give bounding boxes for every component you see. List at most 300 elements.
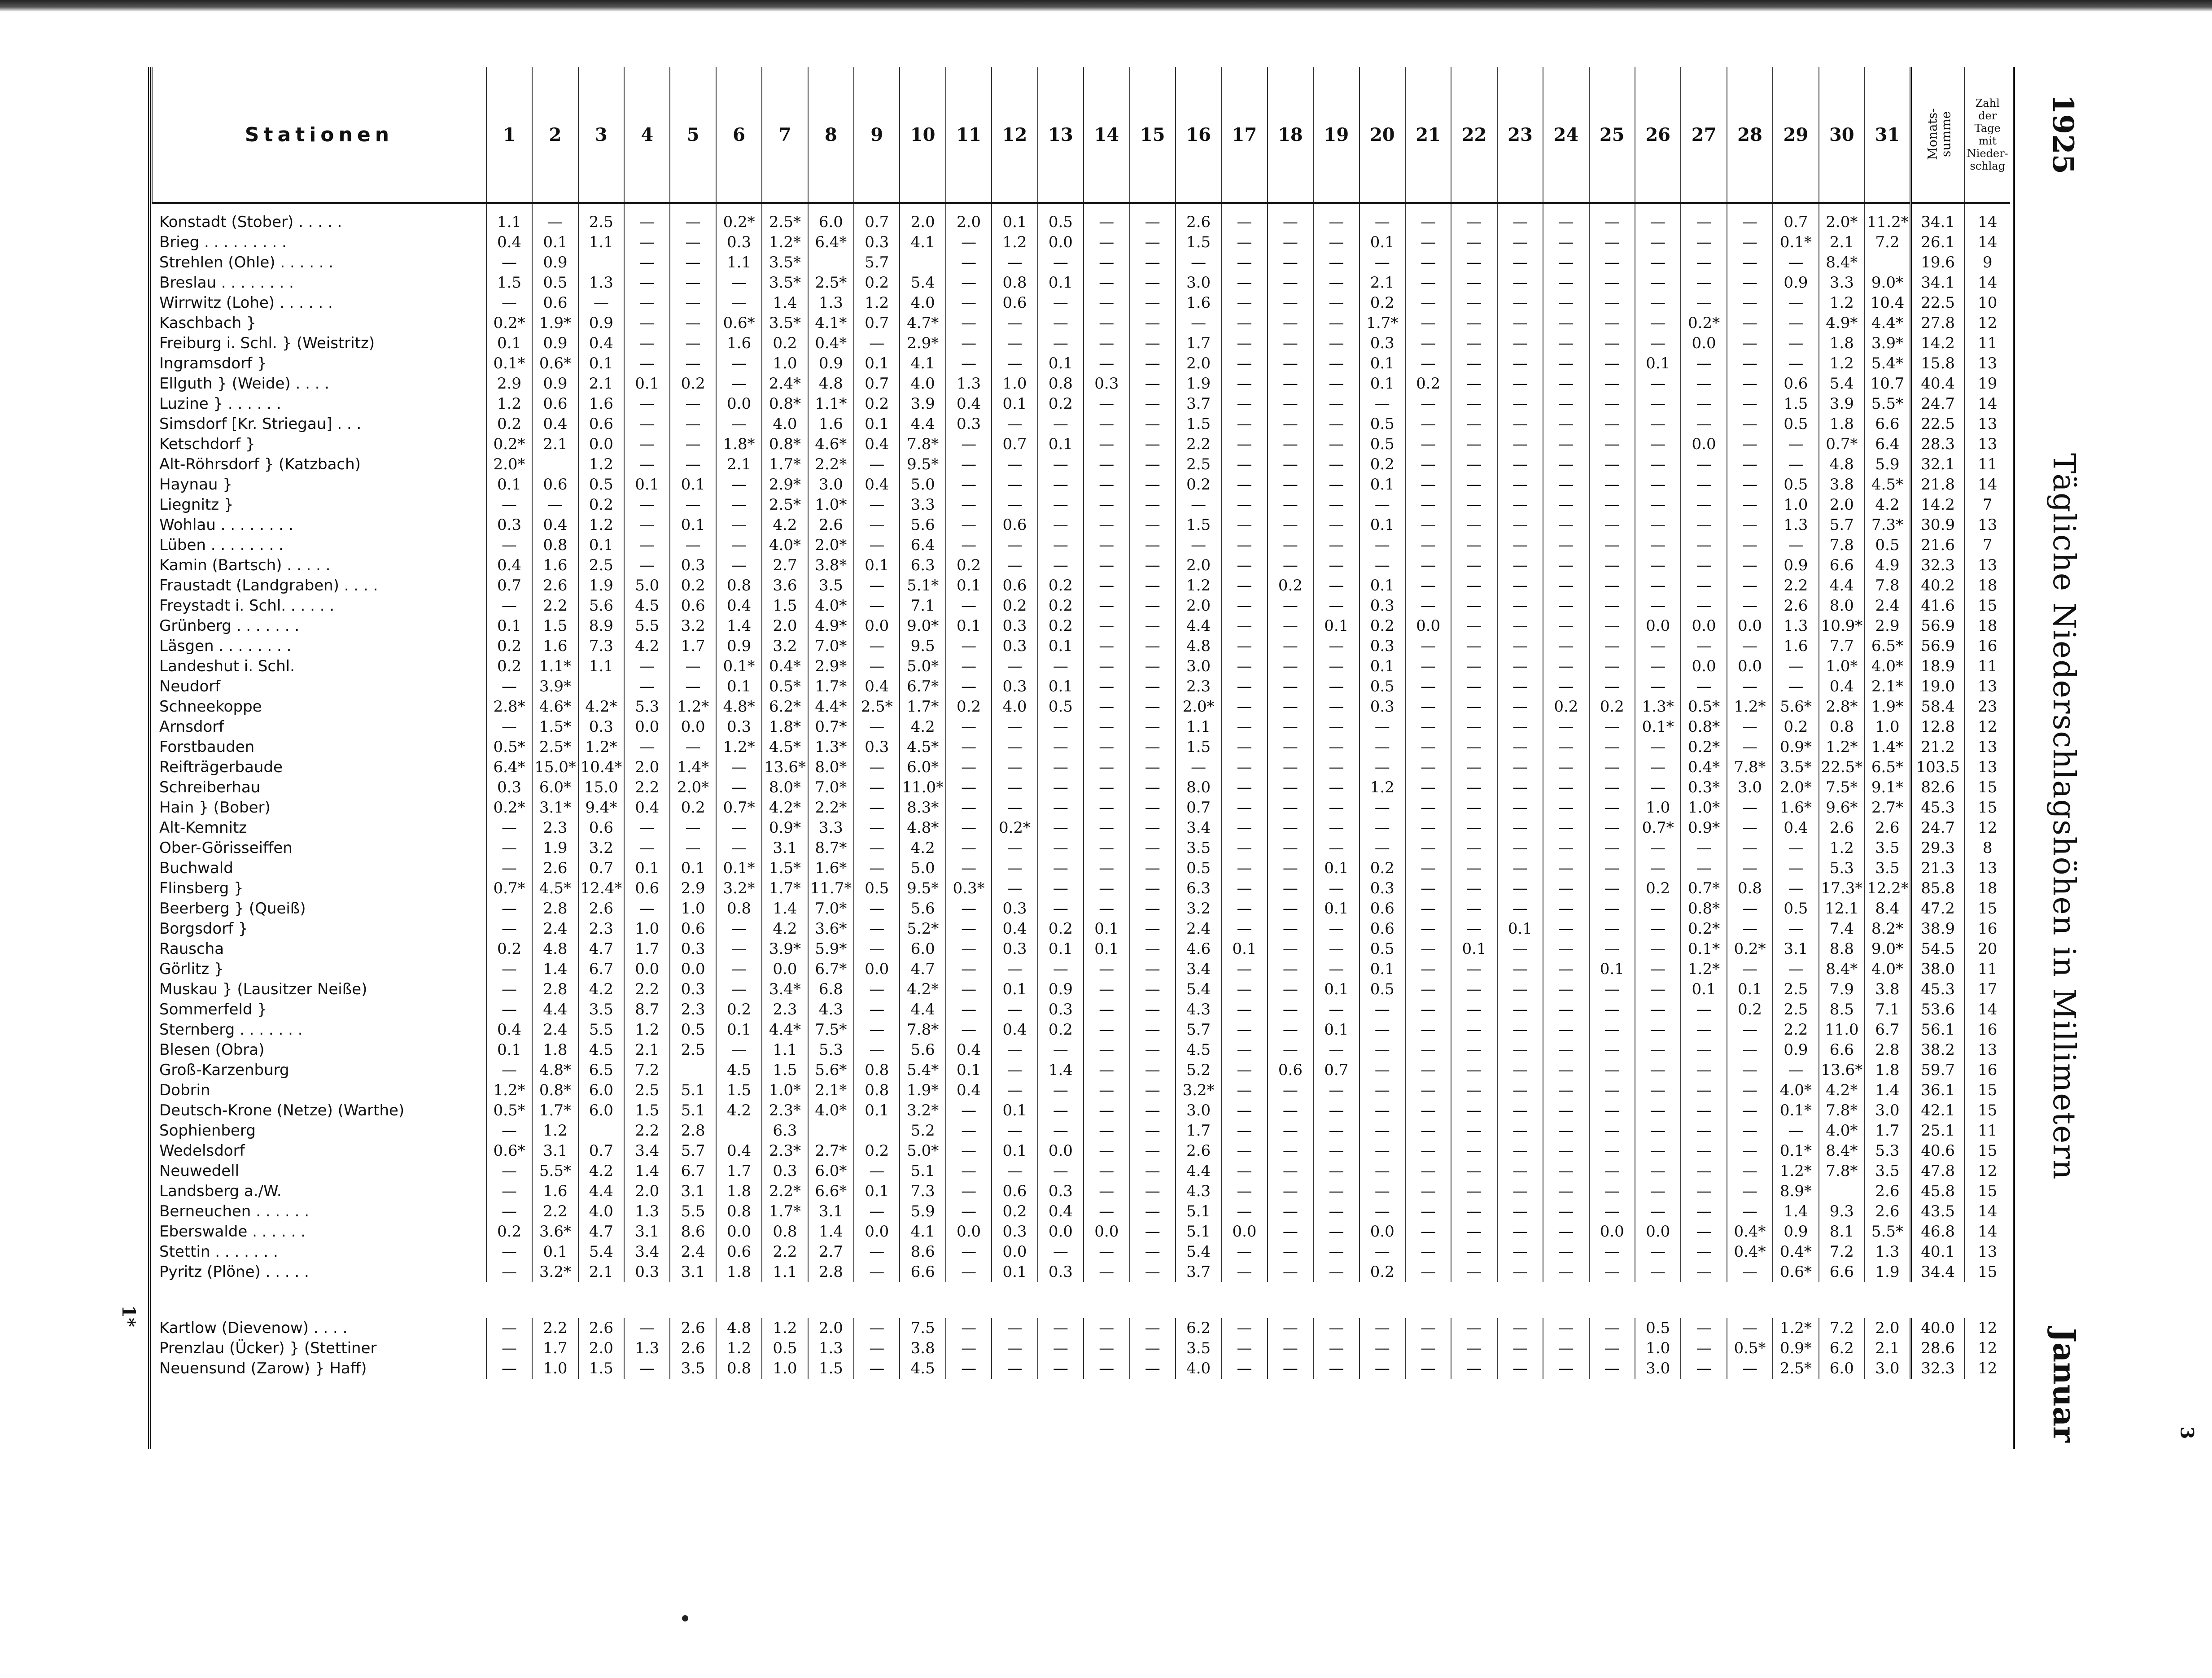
day-value: 0.1*	[486, 354, 532, 374]
day-value: —	[1084, 616, 1129, 636]
day-value: 4.9*	[1819, 313, 1865, 333]
day-value: 1.8*	[716, 434, 762, 454]
precip-days-count: 18	[1964, 616, 2010, 636]
day-value: 0.5*	[486, 737, 532, 757]
day-value: —	[1038, 253, 1084, 273]
day-value: 6.5	[578, 1060, 624, 1080]
day-value: —	[1268, 919, 1313, 939]
day-value: 0.2	[946, 555, 992, 576]
day-value: —	[1635, 636, 1681, 656]
day-value: 8.0*	[762, 778, 808, 798]
monthly-sum: 56.1	[1910, 1020, 1964, 1040]
day-value: 2.8	[670, 1121, 716, 1141]
day-value: 0.5*	[486, 1101, 532, 1121]
day-value: 0.2	[762, 333, 808, 354]
day-value: 4.6*	[808, 434, 854, 454]
day-value: 8.8	[1819, 939, 1865, 959]
day-value: 5.6*	[1773, 697, 1819, 717]
day-value: —	[1038, 717, 1084, 737]
day-value: —	[1221, 1318, 1267, 1338]
monthly-sum: 40.4	[1910, 374, 1964, 394]
day-value: —	[1313, 354, 1359, 374]
day-value: 0.4*	[1681, 757, 1727, 778]
table-row	[152, 1060, 2010, 1080]
day-value: —	[992, 959, 1037, 979]
day-value: —	[1313, 495, 1359, 515]
day-value: 2.0	[1865, 1318, 1910, 1338]
day-value: —	[946, 677, 992, 697]
day-value: 1.2	[532, 1121, 578, 1141]
day-value: —	[1497, 1080, 1543, 1101]
day-value: —	[1130, 1202, 1176, 1222]
day-value: —	[1268, 717, 1313, 737]
day-value: 6.3	[762, 1121, 808, 1141]
day-value: 0.2	[1268, 576, 1313, 596]
day-value: —	[1038, 414, 1084, 434]
day-value: 3.4	[624, 1141, 670, 1161]
day-value: —	[1497, 616, 1543, 636]
day-value: 1.5	[1176, 737, 1221, 757]
day-value: 9.0*	[900, 616, 945, 636]
day-value: 0.4	[854, 677, 900, 697]
day-value: —	[1221, 354, 1267, 374]
day-value: —	[992, 354, 1037, 374]
day-value: —	[1635, 959, 1681, 979]
day-value: —	[1635, 737, 1681, 757]
day-value: —	[1543, 616, 1589, 636]
day-value: —	[1268, 1181, 1313, 1202]
day-value: —	[486, 1318, 532, 1338]
day-value: —	[1360, 1338, 1405, 1359]
day-value: 0.4	[1038, 1202, 1084, 1222]
day-value: —	[946, 1181, 992, 1202]
day-value: —	[854, 979, 900, 1000]
table-row	[152, 899, 2010, 919]
day-value: —	[1589, 1080, 1635, 1101]
day-value: 5.5*	[1865, 1222, 1910, 1242]
day-value: 0.2	[1176, 475, 1221, 495]
precip-days-count: 19	[1964, 374, 2010, 394]
day-value: —	[1635, 1161, 1681, 1181]
day-value: 0.8	[992, 273, 1037, 293]
day-value: —	[1084, 737, 1129, 757]
day-value: —	[946, 757, 992, 778]
day-value: —	[854, 1000, 900, 1020]
day-value: —	[1405, 414, 1451, 434]
day-value: 5.1	[900, 1161, 945, 1181]
day-value: —	[1084, 798, 1129, 818]
monthly-sum: 21.8	[1910, 475, 1964, 495]
day-value: 0.1	[532, 232, 578, 253]
day-value: 2.2	[532, 1318, 578, 1338]
day-value: 4.7*	[900, 313, 945, 333]
day-value: —	[1313, 475, 1359, 495]
day-value: —	[946, 293, 992, 313]
day-value: 1.7	[1176, 1121, 1221, 1141]
day-value: —	[1543, 313, 1589, 333]
day-value: —	[854, 333, 900, 354]
station-name: Strehlen (Ohle) . . . . . .	[159, 253, 334, 271]
day-value: —	[1130, 1359, 1176, 1379]
monthly-sum: 12.8	[1910, 717, 1964, 737]
day-value: 0.1	[1313, 858, 1359, 878]
day-value: 6.2	[1176, 1318, 1221, 1338]
day-value: —	[1084, 959, 1129, 979]
day-value: —	[1681, 1262, 1727, 1282]
day-value: —	[1221, 858, 1267, 878]
day-value: —	[1130, 253, 1176, 273]
day-value: 4.8	[532, 939, 578, 959]
day-value: —	[486, 293, 532, 313]
day-value: —	[1268, 394, 1313, 414]
day-value: —	[716, 818, 762, 838]
day-value: —	[1038, 495, 1084, 515]
day-value: 1.3*	[808, 737, 854, 757]
day-value: —	[1084, 1020, 1129, 1040]
day-value: —	[486, 1359, 532, 1379]
day-value: —	[1589, 778, 1635, 798]
precip-days-count: 15	[1964, 1181, 2010, 1202]
table-row	[152, 1262, 2010, 1282]
day-value: 0.0	[670, 717, 716, 737]
day-value: —	[486, 858, 532, 878]
day-value: —	[1038, 899, 1084, 919]
day-value: —	[486, 1202, 532, 1222]
day-value: —	[1313, 333, 1359, 354]
day-value: —	[1497, 475, 1543, 495]
day-value: —	[1084, 535, 1129, 555]
day-value: —	[1130, 939, 1176, 959]
day-value: —	[1405, 899, 1451, 919]
day-value: 0.3	[1038, 1262, 1084, 1282]
day-value: 2.0*	[808, 535, 854, 555]
station-name: Rauscha	[159, 940, 224, 958]
day-value: 2.7	[808, 1242, 854, 1262]
day-value: 5.1*	[900, 576, 945, 596]
day-value: —	[1221, 475, 1267, 495]
day-value: 2.4	[532, 919, 578, 939]
day-value: —	[1268, 273, 1313, 293]
day-value: —	[1451, 1060, 1497, 1080]
day-value: —	[1038, 1101, 1084, 1121]
day-value: 8.0*	[808, 757, 854, 778]
day-value: 12.4*	[578, 878, 624, 899]
day-value: 4.1	[900, 1222, 945, 1242]
day-value: —	[1313, 434, 1359, 454]
day-value: —	[1130, 1161, 1176, 1181]
day-value: —	[1635, 576, 1681, 596]
station-name: Fraustadt (Landgraben) . . . .	[159, 577, 378, 594]
day-value: 3.2	[670, 616, 716, 636]
day-value: 3.5	[1176, 1338, 1221, 1359]
day-value: —	[1635, 677, 1681, 697]
day-value: 1.2*	[1681, 959, 1727, 979]
day-value: —	[486, 253, 532, 273]
day-value: 0.7*	[1819, 434, 1865, 454]
day-value: —	[1038, 959, 1084, 979]
day-value: 1.7	[624, 939, 670, 959]
station-name: Pyritz (Plöne) . . . . .	[159, 1263, 309, 1281]
day-value: —	[1038, 798, 1084, 818]
day-value: —	[1268, 636, 1313, 656]
day-value: —	[1681, 253, 1727, 273]
day-value: —	[1635, 1101, 1681, 1121]
day-value: 9.0*	[1865, 273, 1910, 293]
table-row	[152, 858, 2010, 878]
precip-days-count: 15	[1964, 1080, 2010, 1101]
monthly-sum: 41.6	[1910, 596, 1964, 616]
precip-days-count: 12	[1964, 818, 2010, 838]
day-value: —	[1543, 757, 1589, 778]
day-value: 0.5	[1360, 414, 1405, 434]
day-value: 0.4	[1819, 677, 1865, 697]
day-value: —	[1589, 313, 1635, 333]
day-value: —	[1773, 313, 1819, 333]
day-value: —	[624, 354, 670, 374]
day-value: 2.9	[486, 374, 532, 394]
day-value: —	[1313, 818, 1359, 838]
day-value: —	[1727, 414, 1773, 434]
day-value: —	[1681, 354, 1727, 374]
day-value: —	[486, 1338, 532, 1359]
day-value: —	[624, 394, 670, 414]
day-value: —	[992, 798, 1037, 818]
day-value: 2.8	[808, 1262, 854, 1282]
day-value: —	[1681, 414, 1727, 434]
day-value: 2.0	[578, 1338, 624, 1359]
day-value: —	[854, 818, 900, 838]
day-value: —	[1589, 232, 1635, 253]
day-value: 9.1*	[1865, 778, 1910, 798]
day-value: —	[1268, 1040, 1313, 1060]
day-value: —	[992, 313, 1037, 333]
day-value: 4.4	[1176, 1161, 1221, 1181]
day-value: 3.1	[1773, 939, 1819, 959]
day-value: 0.4	[624, 798, 670, 818]
station-name: Freystadt i. Schl. . . . . .	[159, 597, 335, 615]
day-value: —	[1635, 899, 1681, 919]
day-value: 0.6*	[716, 313, 762, 333]
day-value: —	[1727, 1121, 1773, 1141]
day-value: —	[1130, 394, 1176, 414]
day-value: 0.9	[1038, 979, 1084, 1000]
day-value: —	[1543, 1121, 1589, 1141]
day-value: —	[1635, 838, 1681, 858]
monthly-sum: 103.5	[1910, 757, 1964, 778]
day-value: 3.5*	[762, 313, 808, 333]
day-value: —	[716, 757, 762, 778]
day-value: —	[1497, 656, 1543, 677]
table-row	[152, 313, 2010, 333]
day-value: 1.0	[992, 374, 1037, 394]
day-value: 5.3	[808, 1040, 854, 1060]
day-value: 1.2*	[1773, 1318, 1819, 1338]
day-value: —	[1451, 394, 1497, 414]
day-value: 3.5*	[762, 273, 808, 293]
header-row	[152, 67, 2010, 203]
day-value: 4.0	[578, 1202, 624, 1222]
day-value: 3.5	[1176, 838, 1221, 858]
day-value: 0.0	[1038, 1222, 1084, 1242]
day-value: —	[1497, 576, 1543, 596]
precip-days-count: 13	[1964, 757, 2010, 778]
day-value: —	[624, 899, 670, 919]
day-value: —	[1405, 515, 1451, 535]
day-value: 1.6*	[1773, 798, 1819, 818]
day-value: —	[1589, 354, 1635, 374]
table-row	[152, 1338, 2010, 1359]
day-value: 7.1	[1865, 1000, 1910, 1020]
station-name: Buchwald	[159, 859, 233, 877]
day-value: —	[486, 838, 532, 858]
day-value: —	[1451, 959, 1497, 979]
day-value: 0.4	[1773, 818, 1819, 838]
day-value: 2.9*	[900, 333, 945, 354]
day-value: —	[1497, 1161, 1543, 1181]
day-value: —	[1727, 1202, 1773, 1222]
day-value: —	[1313, 656, 1359, 677]
table-row	[152, 959, 2010, 979]
day-value: 2.5*	[762, 495, 808, 515]
day-value: —	[1635, 1121, 1681, 1141]
day-value: 5.5*	[532, 1161, 578, 1181]
day-value: 0.5	[854, 878, 900, 899]
day-value: 1.8	[1819, 414, 1865, 434]
day-value: 7.3*	[1865, 515, 1910, 535]
day-value: 4.5*	[900, 737, 945, 757]
table-row	[152, 656, 2010, 677]
day-value: 0.8	[854, 1060, 900, 1080]
monthly-sum: 47.8	[1910, 1161, 1964, 1181]
monthly-sum: 34.4	[1910, 1262, 1964, 1282]
day-value: 6.5*	[1865, 757, 1910, 778]
day-value: 1.8	[1865, 1060, 1910, 1080]
monthly-sum: 19.0	[1910, 677, 1964, 697]
day-value: 0.2*	[1681, 919, 1727, 939]
day-value: 5.5*	[1865, 394, 1910, 414]
monthly-sum: 56.9	[1910, 636, 1964, 656]
day-value: —	[1038, 1121, 1084, 1141]
day-value: —	[486, 677, 532, 697]
day-value: —	[1497, 737, 1543, 757]
day-header: 18	[1268, 67, 1313, 203]
day-value: 0.1	[486, 1040, 532, 1060]
day-value: —	[1221, 636, 1267, 656]
day-value: 3.0	[808, 475, 854, 495]
signature-mark: 1*	[118, 1305, 139, 1327]
day-value: 8.7	[624, 1000, 670, 1020]
day-value: 0.3	[624, 1262, 670, 1282]
day-value: —	[946, 596, 992, 616]
day-value: 0.9	[532, 374, 578, 394]
day-value: —	[1130, 273, 1176, 293]
day-value: 0.3	[486, 778, 532, 798]
day-value: 2.0	[1176, 555, 1221, 576]
day-value: 2.6	[532, 858, 578, 878]
day-value: 3.0	[1865, 1359, 1910, 1379]
day-value: 5.4	[578, 1242, 624, 1262]
day-value: —	[854, 939, 900, 959]
day-value: 8.6	[900, 1242, 945, 1262]
day-value: —	[1497, 414, 1543, 434]
day-value: —	[1405, 959, 1451, 979]
day-value: 1.7	[1176, 333, 1221, 354]
day-value: 6.6	[1819, 555, 1865, 576]
day-value: 0.2	[1038, 596, 1084, 616]
table-row	[152, 616, 2010, 636]
day-value: 7.2	[1819, 1318, 1865, 1338]
monthly-sum: 34.1	[1910, 273, 1964, 293]
day-value: —	[1313, 515, 1359, 535]
day-value: —	[1313, 576, 1359, 596]
day-value: —	[1176, 313, 1221, 333]
day-value: 1.5	[762, 1060, 808, 1080]
day-value: 2.2	[1773, 576, 1819, 596]
day-value: 0.0	[854, 959, 900, 979]
day-value: —	[1313, 232, 1359, 253]
day-value: 0.2	[670, 798, 716, 818]
day-value: —	[1497, 374, 1543, 394]
day-value: —	[1084, 576, 1129, 596]
day-value: —	[1773, 434, 1819, 454]
day-value: —	[1405, 596, 1451, 616]
day-value: —	[1589, 1242, 1635, 1262]
day-value: —	[1130, 717, 1176, 737]
day-value: —	[1635, 1141, 1681, 1161]
day-value: —	[1727, 959, 1773, 979]
day-value: —	[1497, 1020, 1543, 1040]
day-value: —	[1405, 232, 1451, 253]
day-value: —	[1360, 1181, 1405, 1202]
day-value: —	[1635, 1242, 1681, 1262]
day-value: —	[1268, 1161, 1313, 1181]
day-value: 1.4	[532, 959, 578, 979]
day-value: 0.8	[762, 1222, 808, 1242]
day-value: —	[716, 838, 762, 858]
day-value: 3.1	[670, 1262, 716, 1282]
day-value: —	[1130, 1222, 1176, 1242]
day-value: —	[1130, 757, 1176, 778]
day-value: 7.5*	[1819, 778, 1865, 798]
day-value: 7.8*	[1819, 1161, 1865, 1181]
day-value: —	[1451, 636, 1497, 656]
day-value: —	[1405, 636, 1451, 656]
day-value: 3.4	[624, 1242, 670, 1262]
day-value: —	[946, 535, 992, 555]
day-value: —	[1130, 798, 1176, 818]
day-value: 0.3	[1084, 374, 1129, 394]
day-value: 4.5	[716, 1060, 762, 1080]
day-value: 0.5	[532, 273, 578, 293]
day-value	[900, 253, 945, 273]
day-value: 1.7	[1865, 1121, 1910, 1141]
day-header: 6	[716, 67, 762, 203]
day-value: —	[1313, 1338, 1359, 1359]
day-value: 5.3	[624, 697, 670, 717]
day-value: 6.2	[1819, 1338, 1865, 1359]
day-value: 0.2	[1360, 454, 1405, 475]
day-value: —	[1221, 293, 1267, 313]
day-value: 0.9	[578, 313, 624, 333]
day-value: —	[854, 1262, 900, 1282]
day-value: —	[946, 515, 992, 535]
day-value: 7.3	[578, 636, 624, 656]
day-value: —	[716, 959, 762, 979]
day-value: —	[1176, 757, 1221, 778]
day-value: —	[1543, 919, 1589, 939]
day-value: 6.7	[1865, 1020, 1910, 1040]
day-value: 3.2*	[900, 1101, 945, 1121]
